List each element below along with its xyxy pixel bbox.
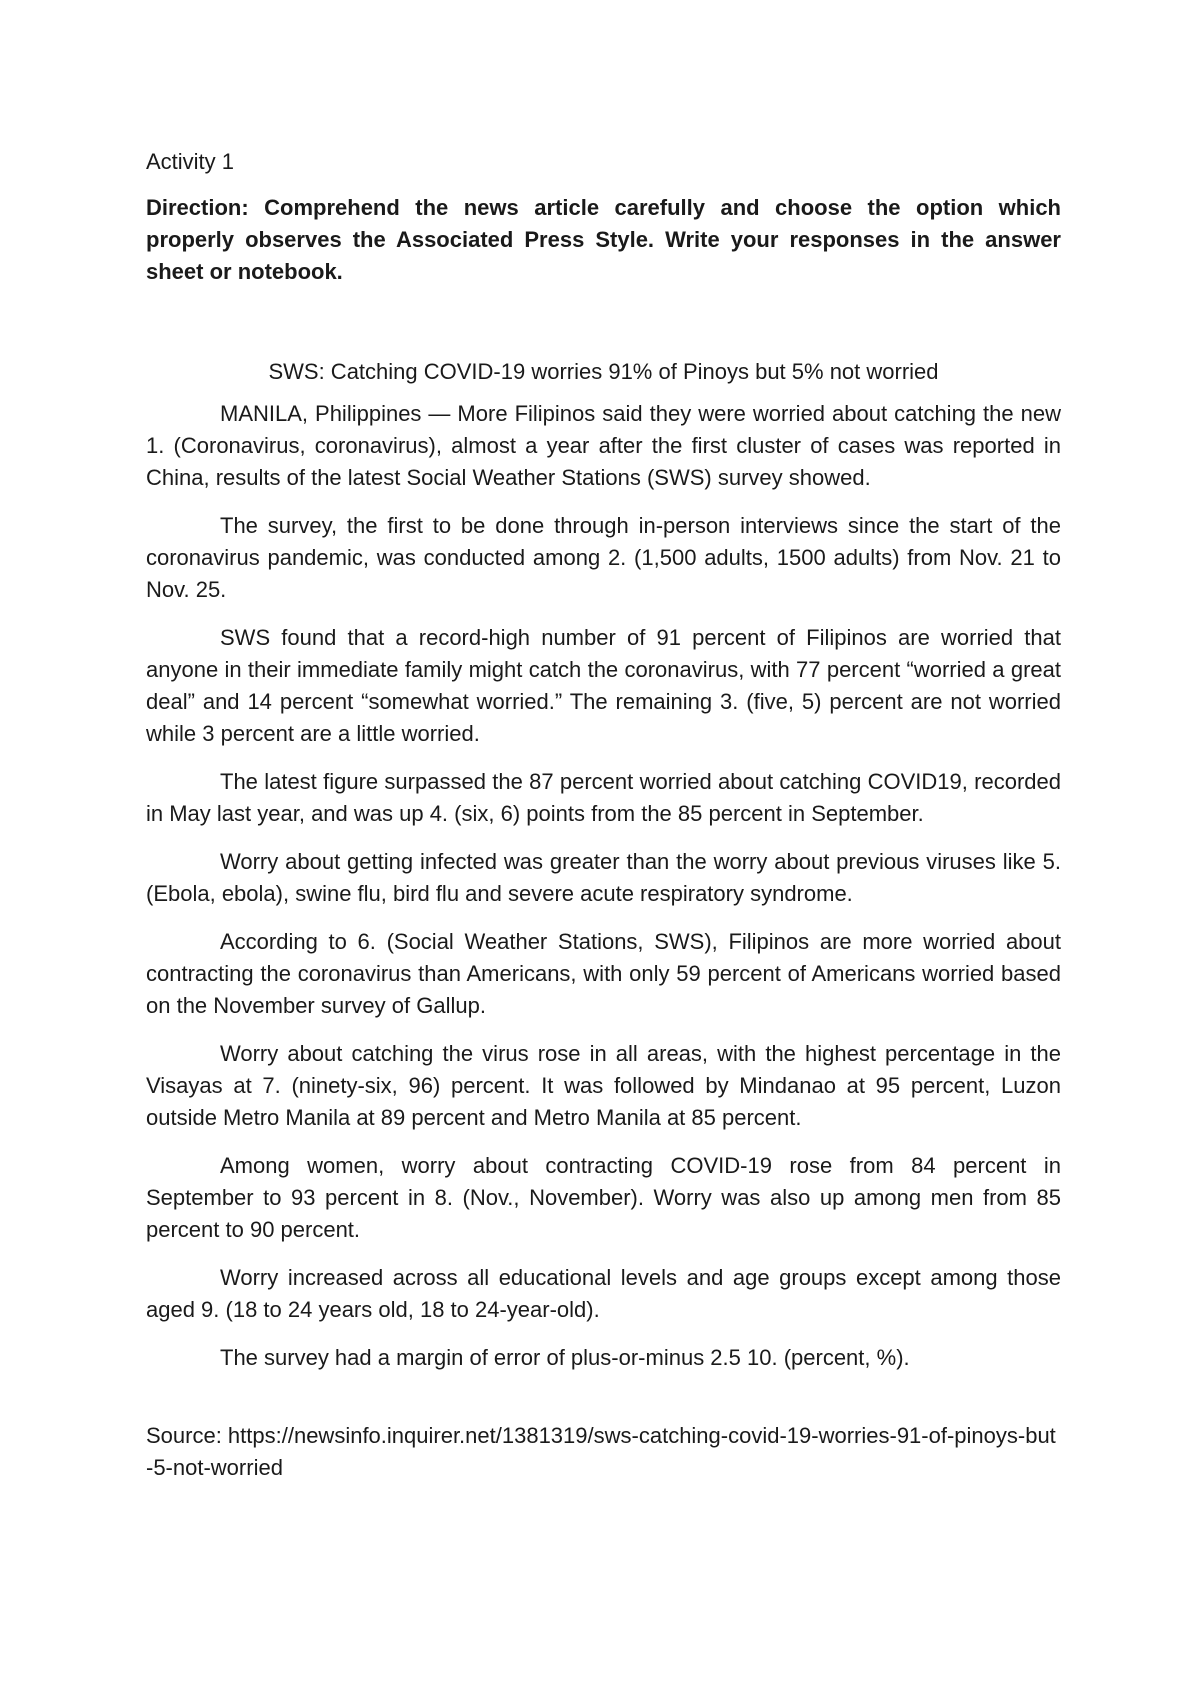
article-paragraph: Worry increased across all educational levels and age groups except among those aged 9. (18 to 24 years old, 18 to 24-year-old). xyxy=(146,1265,1061,1322)
article-paragraph: The latest figure surpassed the 87 percent worried about catching COVID19, recorded in May last year, and was up 4. (six, 6) points from the 85 percent in September. xyxy=(146,769,1061,826)
article-paragraph: MANILA, Philippines — More Filipinos said they were worried about catching the new 1. (Coronavirus, coronavirus), almost a year after the first cluster of cases was reported in China, results of the latest Social Weather Stations (SWS) survey showed. xyxy=(146,401,1061,490)
article-paragraph: The survey, the first to be done through in-person interviews since the start of the coronavirus pandemic, was conducted among 2. (1,500 adults, 1500 adults) from Nov. 21 to Nov. 25. xyxy=(146,513,1061,602)
article-paragraph: Worry about getting infected was greater than the worry about previous viruses like 5. (Ebola, ebola), swine flu, bird flu and severe acute respiratory syndrome. xyxy=(146,849,1061,906)
document-body xyxy=(146,146,1061,1484)
activity-label: Activity 1 xyxy=(146,149,235,174)
article-paragraph: Worry about catching the virus rose in all areas, with the highest percentage in the Visayas at 7. (ninety-six, 96) percent. It was followed by Mindanao at 95 percent, Luzon outside Metro Manila at 89 percent and Metro Manila at 85 percent. xyxy=(146,1041,1061,1130)
article-paragraph: The survey had a margin of error of plus-or-minus 2.5 10. (percent, %). xyxy=(220,1345,910,1370)
article-paragraph: SWS found that a record-high number of 91 percent of Filipinos are worried that anyone in their immediate family might catch the coronavirus, with 77 percent “worried a great deal” and 14 percent “somewhat worried.” The remaining 3. (five, 5) percent are not worried while 3 percent are a little worried. xyxy=(146,625,1061,746)
direction-text: Direction: Comprehend the news article carefully and choose the option which properly observes the Associated Press Style. Write your responses in the answer sheet or notebook. xyxy=(146,195,1061,284)
article-headline: SWS: Catching COVID-19 worries 91% of Pinoys but 5% not worried xyxy=(268,359,939,384)
article-paragraph: Among women, worry about contracting COVID-19 rose from 84 percent in September to 93 percent in 8. (Nov., November). Worry was also up among men from 85 percent to 90 percent. xyxy=(146,1153,1061,1242)
article-paragraph: According to 6. (Social Weather Stations, SWS), Filipinos are more worried about contracting the coronavirus than Americans, with only 59 percent of Americans worried based on the November survey of Gallup. xyxy=(146,929,1061,1018)
source-citation: Source: https://newsinfo.inquirer.net/1381319/sws-catching-covid-19-worries-91-of-pinoys-but-5-not-worried xyxy=(146,1423,1056,1480)
